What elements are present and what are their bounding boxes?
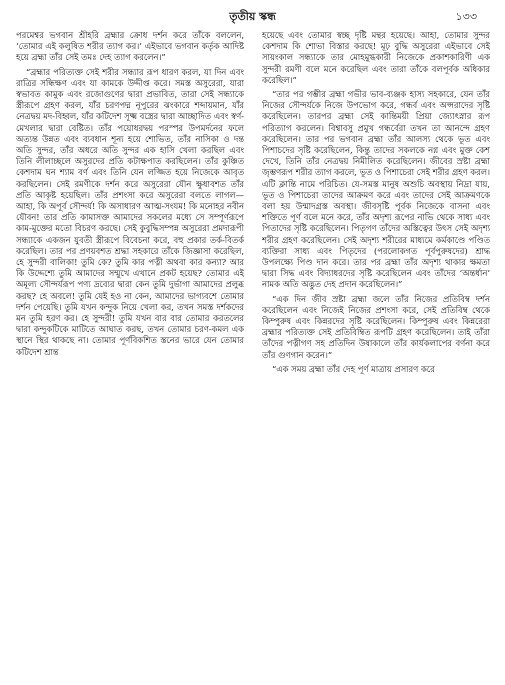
left-paragraph-2: “ব্রহ্মার পরিত্যক্ত সেই শরীর সন্ধ্যার রূপ ধারণ করল, যা দিন এবং রাত্রির সন্ধিক্ষণ এবং যা কামকে উদ্দীপ্ত করে। সমস্ত অসুরেরা, যারা স্বভাবত কামুক এবং রজোগুণের দ্বারা প্রভাবিত, তারা সেই সন্ধ্যাকে স্ত্রীরূপে গ্রহণ করল, যাঁর চরণপদ্ম নূপুরের ঝংকারে শব্দায়মান, যাঁর নেত্রদ্বয় মদ-বিহ্বল, যাঁর কটিদেশ সূক্ষ্ম বস্ত্রের দ্বারা আচ্ছাদিত এবং স্বর্ণ-মেখলার দ্বারা বেষ্টিত। তাঁর পয়োধরদ্বয় পরস্পর উপমর্দনের ফলে অত্যন্ত উন্নত এবং ব্যবধান শূন্য হয়ে শোভিত, তাঁর নাসিকা ও দন্ত অতি সুন্দর, তাঁর অধরে অতি সুন্দর এক হাসি খেলা করছিল এবং তিনি লীলাচ্ছলে অসুরদের প্রতি কটাক্ষপাত করছিলেন। তাঁর কুঞ্চিত কেশদাম ঘন শ্যাম বর্ণ এবং তিনি যেন লজ্জিত হয়ে নিজেকে আবৃত করছিলেন। সেই রমণীকে দর্শন করে অসুরেরা যৌন ক্ষুধাবশত তাঁর প্রতি আকৃষ্ট হয়েছিল। তাঁর প্রশংসা করে অসুরেরা বলতে লাগল— আহা, কি অপূর্ব সৌন্দর্য! কি অসাধারণ আত্ম-সংযম! কি মনোহর নবীন যৌবন! তার প্রতি কামাসক্ত আমাদের সকলের মধ্যে সে সম্পূর্ণরূপে কাম-মুক্তের মতো বিচরণ করছে। সেই কুবুদ্ধিসম্পন্ন অসুরেরা প্রমদারূপী সন্ধ্যাকে একজন যুবতী স্ত্রীরূপে বিবেচনা করে, বহু প্রকার তর্ক-বিতর্ক করেছিল। তার পর প্রণয়বশত শ্রদ্ধা সহকারে তাঁকে জিজ্ঞাসা করেছিল, হে সুন্দরী বালিকা! তুমি কে? তুমি কার পত্নী অথবা কার কন্যা? আর কি উদ্দেশ্যে তুমি আমাদের সম্মুখে এখানে প্রকট হয়েছ? তোমার এই অমূল্য সৌন্দর্যরূপ পণ্য দ্রব্যের দ্বারা কেন তুমি দুর্ভাগা আমাদের প্রলুব্ধ করছ? হে অবলে! তুমি যেই হও না কেন, আমাদের ভাগ্যবশে তোমার দর্শন পেয়েছি। তুমি যখন কন্দুক নিয়ে খেলা কর, তখন সমস্ত দর্শকদের মন তুমি হরণ কর। হে সুন্দরী! তুমি যখন বার বার তোমার করতলের দ্বারা কন্দুকটিকে মাটিতে আঘাত করছ, তখন তোমার চরণ-কমল এক স্থানে স্থির থাকছে না। তোমার পূর্ণবিকশিত স্তনের ভারে যেন তোমার কটিদেশ শ্রান্ত: [16, 66, 244, 357]
chapter-title: তৃতীয় স্কন্ধ: [229, 10, 276, 23]
right-paragraph-3: “এক দিন জীব স্রষ্টা ব্রহ্মা জলে তাঁর নিজের প্রতিবিম্ব দর্শন করেছিলেন এবং নিজেই নিজের প্রশংসা করে, সেই প্রতিবিম্ব থেকে কিম্পুরুষ এবং কিন্নরদের সৃষ্টি করেছিলেন। কিম্পুরুষ এবং কিন্নরেরা ব্রহ্মার পরিত্যক্ত সেই প্রতিবিম্বিত রূপটি গ্রহণ করেছিলেন। তাই তাঁরা তাঁদের পত্নীগণ সহ প্রতিদিন উষাকালে তাঁর কার্যকলাপের বর্ণনা করে তাঁর গুণগান করেন।”: [262, 293, 490, 360]
left-paragraph-1: পরমেশ্বর ভগবান শ্রীহরি ব্রহ্মার ক্রোধ দর্শন করে তাঁকে বললেন, ‘তোমার এই কলুষিত শরীর ত্যাগ কর।’ এইভাবে ভগবান কর্তৃক আদিষ্ট হয়ে ব্রহ্মা তাঁর সেই তমঃ দেহ ত্যাগ করলেন।”: [16, 30, 244, 63]
right-paragraph-4: “এক সময় ব্রহ্মা তাঁর দেহ পূর্ণ মাত্রায় প্রসারণ করে: [272, 363, 435, 374]
right-paragraph-1: হয়েছে এবং তোমার স্বচ্ছ দৃষ্টি মন্থর হয়েছে। আহা, তোমার সুন্দর কেশদাম কি শোভা বিস্তার করছে! মূঢ় বুদ্ধি অসুরেরা এইভাবে সেই সায়ংকাল সন্ধ্যাকে তার মোহমুগ্ধকারী নিজেকে প্রকাশকারিণী এক সুন্দরী রমণী বলে মনে করেছিল এবং তারা তাঁকে বলপূর্বক অধিকার করেছিল।”: [262, 30, 490, 85]
page-header: [0, 8, 505, 26]
left-column: [16, 30, 244, 675]
right-paragraph-2: “তার পর গম্ভীর ব্রহ্মা গভীর ভাব-ব্যঞ্জক হাস্য সহকারে, যেন তাঁর নিজের সৌন্দর্যকে নিজে উপভোগ করে, গন্ধর্ব এবং অপ্সরাদের সৃষ্টি করেছিলেন। তারপর ব্রহ্মা সেই কান্তিময়ী প্রিয়া জ্যোৎস্নার রূপ পরিত্যাগ করলেন। বিশ্বাবসু প্রমুখ গন্ধর্বেরা তখন তা আনন্দে গ্রহণ করেছিলেন। তার পর ভগবান ব্রহ্মা তাঁর আলস্য থেকে ভূত এবং পিশাচদের সৃষ্টি করেছিলেন, কিন্তু তাদের সকলকে নগ্ন এবং মুক্ত কেশ দেখে, তিনি তাঁর নেত্রদ্বয় নিমীলিত করেছিলেন। জীবের স্রষ্টা ব্রহ্মা জৃম্ভণরূপ শরীর ত্যাগ করলে, ভূত ও পিশাচেরা সেই শরীর গ্রহণ করল। এটি ক্লান্তি নামে পরিচিত। যে-সমস্ত মানুষ অশুচি অবস্থায় নিদ্রা যায়, ভূত ও পিশাচেরা তাদের আক্রমণ করে এবং তাদের সেই আক্রমণকে বলা হয় উন্মাদগ্রস্ত অবস্থা। জীবসৃষ্টি পূর্বক নিজেকে বাসনা এবং শক্তিতে পূর্ণ বলে মনে করে, তাঁর অদৃশ্য রূপের নাভি থেকে সাধ্য এবং পিতাদের সৃষ্টি করেছিলেন। পিতৃগণ তাঁদের অস্তিত্বের উৎস সেই অদৃশ্য শরীর গ্রহণ করেছিলেন। সেই অদৃশ্য শরীরের মাধ্যমে কর্মকাণ্ডে পণ্ডিত ব্যক্তিরা সাধ্য এবং পিতৃদের (পরলোকগত পূর্বপুরুষদের) শ্রাদ্ধ উপলক্ষ্যে পিণ্ড দান করে। তার পর ব্রহ্মা তাঁর অদৃশ্য থাকার ক্ষমতা দ্বারা সিদ্ধ এবং বিদ্যাধরদের সৃষ্টি করেছিলেন এবং তাঁদের ‘অন্তর্ধান’ নামক অতি অদ্ভুত দেহ প্রদান করেছিলেন।”: [262, 89, 490, 290]
right-column: [262, 30, 490, 675]
page-number: ১৩৩: [455, 10, 477, 23]
